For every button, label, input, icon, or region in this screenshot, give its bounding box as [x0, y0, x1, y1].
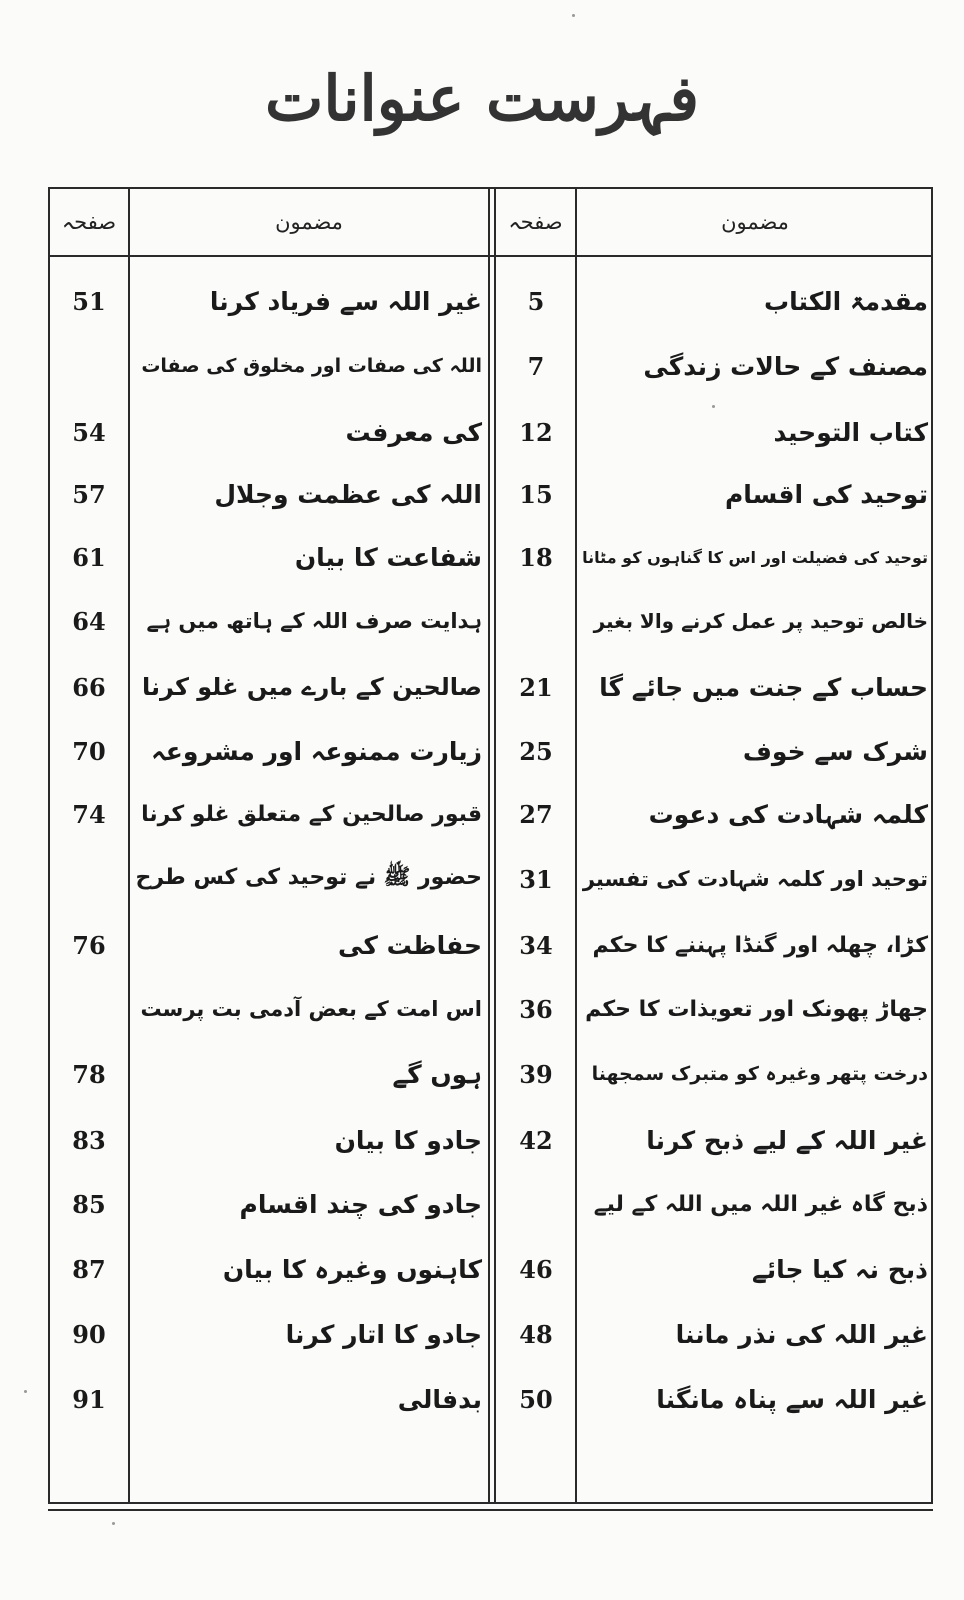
right-entry-page: 50 [519, 1384, 553, 1414]
right-entry-page [498, 601, 574, 641]
column-divider [128, 189, 130, 1502]
scan-speck [572, 14, 575, 17]
left-entry-page: 70 [72, 736, 106, 766]
left-entry-page: 76 [72, 930, 106, 960]
right-entry-page: 5 [527, 286, 545, 316]
left-entry-page: 54 [72, 417, 106, 447]
right-entry-title: مقدمۃ الکتاب [764, 286, 928, 316]
bottom-rule [48, 1509, 933, 1511]
left-entry-title: زیارت ممنوعہ اور مشروعہ [151, 736, 482, 766]
right-entry-page: 21 [519, 672, 553, 702]
left-entry-page: 61 [72, 542, 106, 572]
left-entry-title: جادو کا بیان [334, 1125, 482, 1155]
left-entry-title: غیر اللہ سے فریاد کرنا [209, 286, 482, 316]
header-left-subject: مضمون [275, 210, 343, 234]
right-entry-title: غیر اللہ کی نذر ماننا [675, 1319, 928, 1349]
right-entry-title: درخت پتھر وغیرہ کو متبرک سمجھنا [591, 1063, 928, 1085]
right-entry-title: غیر اللہ سے پناہ مانگنا [656, 1384, 928, 1414]
right-entry-page: 27 [519, 799, 553, 829]
left-entry-title: جادو کی چند اقسام [239, 1189, 482, 1219]
left-entry-page: 78 [72, 1059, 106, 1089]
right-entry-title: ذبح گاہ غیر اللہ میں اللہ کے لیے [593, 1191, 928, 1217]
header-rule [50, 255, 931, 257]
right-entry-page: 39 [519, 1059, 553, 1089]
table-of-contents [48, 187, 933, 1504]
left-entry-title: اللہ کی صفات اور مخلوق کی صفات [141, 355, 482, 377]
page-title: فہرست عنوانات [264, 62, 700, 135]
scan-speck [24, 1390, 27, 1393]
right-entry-page [498, 1184, 574, 1224]
left-entry-page: 66 [72, 672, 106, 702]
right-entry-title: کڑا، چھلہ اور گنڈا پہننے کا حکم [592, 932, 928, 958]
right-entry-page: 7 [527, 351, 545, 381]
right-entry-page: 25 [519, 736, 553, 766]
header-right-subject: مضمون [721, 210, 789, 234]
left-entry-title: حضور ﷺ نے توحید کی کس طرح [135, 865, 482, 890]
right-entry-title: ذبح نہ کیا جائے [752, 1254, 928, 1284]
left-entry-title: اللہ کی عظمت وجلال [214, 479, 482, 509]
scan-speck [712, 405, 715, 408]
left-entry-title: اس امت کے بعض آدمی بت پرست [140, 997, 482, 1021]
column-divider [488, 189, 490, 1502]
left-entry-page [50, 346, 128, 386]
column-divider [494, 189, 496, 1502]
right-entry-page: 31 [519, 864, 553, 894]
left-entry-title: ہدایت صرف اللہ کے ہاتھ میں ہے [146, 609, 482, 633]
right-entry-page: 36 [519, 994, 553, 1024]
left-entry-title: ہوں گے [392, 1059, 482, 1089]
column-divider [575, 189, 577, 1502]
right-entry-title: خالص توحید پر عمل کرنے والا بغیر [593, 609, 928, 633]
left-entry-page: 51 [72, 286, 106, 316]
scan-speck [112, 1522, 115, 1525]
right-entry-title: حساب کے جنت میں جائے گا [599, 672, 928, 702]
left-entry-title: کی معرفت [345, 417, 482, 447]
right-entry-title: مصنف کے حالات زندگی [643, 351, 928, 381]
right-entry-title: غیر اللہ کے لیے ذبح کرنا [646, 1125, 928, 1155]
right-entry-page: 15 [519, 479, 553, 509]
left-entry-page: 64 [72, 606, 106, 636]
left-entry-page: 83 [72, 1125, 106, 1155]
right-entry-page: 18 [519, 542, 553, 572]
header-left-page: صفحہ [61, 210, 117, 234]
left-entry-title: شفاعت کا بیان [294, 542, 482, 572]
header-right-page: صفحہ [508, 210, 563, 234]
left-entry-page: 74 [72, 799, 106, 829]
right-entry-title: توحید کی فضیلت اور اس کا گناہوں کو مٹانا [582, 547, 928, 567]
right-entry-page: 46 [519, 1254, 553, 1284]
right-entry-page: 48 [519, 1319, 553, 1349]
right-entry-title: توحید اور کلمہ شہادت کی تفسیر [582, 867, 928, 891]
left-entry-page: 87 [72, 1254, 106, 1284]
left-entry-title: جادو کا اتار کرنا [285, 1319, 482, 1349]
left-entry-title: کاہنوں وغیرہ کا بیان [222, 1254, 482, 1284]
left-entry-page: 90 [72, 1319, 106, 1349]
right-entry-page: 34 [519, 930, 553, 960]
left-entry-page: 91 [72, 1384, 106, 1414]
left-entry-title: بدفالی [397, 1384, 482, 1414]
right-entry-title: جھاڑ پھونک اور تعویذات کا حکم [585, 996, 928, 1022]
right-entry-title: کتاب التوحید [773, 417, 928, 447]
right-entry-title: توحید کی اقسام [724, 479, 928, 509]
right-entry-page: 42 [519, 1125, 553, 1155]
left-entry-page [50, 989, 128, 1029]
left-entry-title: صالحین کے بارے میں غلو کرنا [141, 673, 482, 701]
left-entry-page [50, 859, 128, 899]
right-entry-title: کلمہ شہادت کی دعوت [648, 799, 928, 829]
left-entry-title: حفاظت کی [338, 930, 482, 960]
left-entry-page: 57 [72, 479, 106, 509]
left-entry-page: 85 [72, 1189, 106, 1219]
right-entry-page: 12 [519, 417, 553, 447]
left-entry-title: قبور صالحین کے متعلق غلو کرنا [141, 801, 482, 827]
right-entry-title: شرک سے خوف [742, 736, 928, 766]
